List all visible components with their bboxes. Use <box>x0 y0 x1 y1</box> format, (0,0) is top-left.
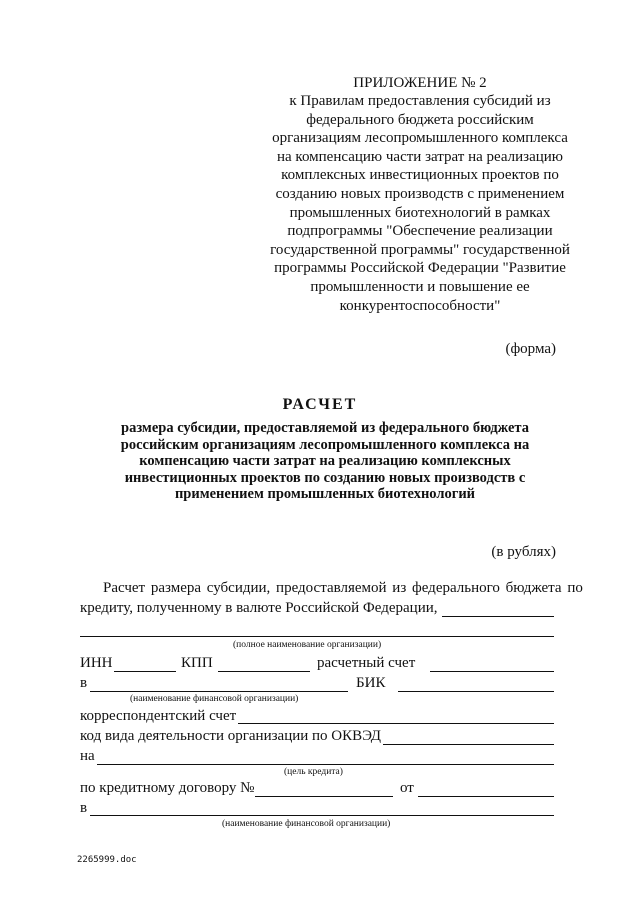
in-label-2: в <box>80 800 88 816</box>
loan-agreement-label: по кредитному договору № <box>80 780 255 796</box>
inn-field[interactable] <box>114 671 176 672</box>
okved-field[interactable] <box>383 744 554 745</box>
document-title: РАСЧЕТ <box>282 396 358 413</box>
org-name-line[interactable] <box>80 636 554 637</box>
corr-account-label: корреспондентский счет <box>80 708 237 724</box>
units-label: (в рублях) <box>491 544 556 560</box>
kpp-label: КПП <box>181 655 213 671</box>
loan-agreement-number-field[interactable] <box>255 796 393 797</box>
loan-agreement-date-field[interactable] <box>418 796 554 797</box>
corr-account-field[interactable] <box>238 723 554 724</box>
from-label: от <box>400 780 414 796</box>
org-name-caption: (полное наименование организации) <box>233 640 382 650</box>
form-label: (форма) <box>505 341 556 357</box>
purpose-label: на <box>80 748 95 764</box>
account-label: расчетный счет <box>317 655 416 671</box>
intro-line-1: Расчет размера субсидии, предоставляемой из федерального бюджета по <box>103 580 583 596</box>
account-field[interactable] <box>430 671 554 672</box>
purpose-field[interactable] <box>97 764 554 765</box>
kpp-field[interactable] <box>218 671 310 672</box>
intro-blank-line[interactable] <box>442 616 554 617</box>
annex-body: к Правилам предоставления субсидий из федерального бюджета российским организациям лесопромышленного комплекса на компенсацию части затрат на реализацию комплексных инвестиционных проектов по созданию новых производств с применением промышленных биотехнологий в рамках подпрограммы "Обеспечение реализации государственной программы" государственной программы Российской Федерации "Развитие промышленности и повышение ее конкурентоспособности" <box>270 93 570 314</box>
bik-label: БИК <box>356 675 386 691</box>
okved-label: код вида деятельности организации по ОКВЭД <box>80 728 382 744</box>
bik-field[interactable] <box>398 691 554 692</box>
inn-label: ИНН <box>80 655 113 671</box>
document-subtitle: размера субсидии, предоставляемой из федерального бюджета российским организациям лесопромышленного комплекса на компенсацию части затрат на реализацию комплексных инвестиционных проектов по созданию новых производств с применением промышленных биотехнологий <box>120 420 530 503</box>
bank-name-field-2[interactable] <box>90 815 554 816</box>
intro-line-2: кредиту, полученному в валюте Российской Федерации, <box>80 600 438 616</box>
file-name: 2265999.doc <box>77 855 137 865</box>
bank-name-field[interactable] <box>90 691 348 692</box>
purpose-caption: (цель кредита) <box>284 767 343 777</box>
in-label: в <box>80 675 88 691</box>
bank-name-caption-2: (наименование финансовой организации) <box>222 819 391 829</box>
annex-title: ПРИЛОЖЕНИЕ № 2 <box>353 75 487 91</box>
bank-name-caption: (наименование финансовой организации) <box>130 694 299 704</box>
